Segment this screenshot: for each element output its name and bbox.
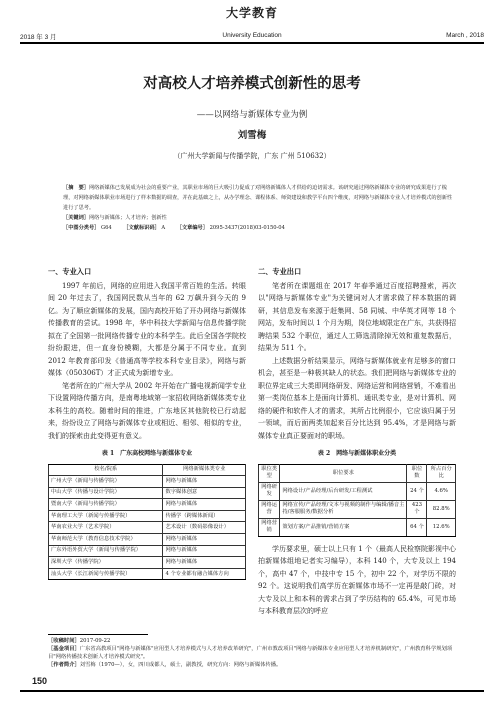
journal-name: University Education [222,32,282,39]
abstract-text: 网络新媒体已发展成为社会的重要产业，其职业市场的巨大吸引力促成了对网络新媒体人才供给的迫切需求。该研究通过网络新媒体专业的研究成果进行了梳理，对网络新媒体职业市场进行了样本数据的调查，并在此基础之上，从办学理念、课程体系、师资建设和教学平台四个维度，对网络与新媒体专业人才培养模式的创新性进行了思考。 [63,185,453,211]
article-author: 刘雪梅 [237,130,267,141]
table-cell: 网络营销 [259,518,280,536]
table-cell: 网络与新媒体 [163,534,246,546]
article-meta [63,183,456,233]
table-1-header: 校名/院系 [49,464,163,476]
table-2-caption: 表 2 网络与新媒体职业分类 [317,450,397,457]
table-cell: 网络宣传/产品经理/文本与视频的制作与编辑/播音主持/客服服务/数据分析 [280,500,407,518]
fund-text: 广东省高教项目"网络与新媒体"应用型人才培养模式与人才培养改革研究"，广州市教改项目"网络与新媒体专业应用型人才培养机制研究"，广州教育科学规划项目"网络传播技术创新人才培养模式研究"。 [48,646,453,660]
table-cell: 网络与新媒体 [163,557,246,569]
journal-logo: 大学教育 [225,6,278,20]
article-title: 对高校人才培养模式创新性的思考 [143,76,361,92]
received-label: ［收稿时间］ [48,638,80,644]
table-cell: 广州大学（新闻与传播学院） [49,476,163,488]
table-row [259,500,456,518]
table-row [49,568,246,580]
classification-row [63,223,456,233]
table-cell: 汕头大学（长江新闻与传播学院） [49,568,163,580]
table-cell: 广东外语外贸大学（新闻与传播学院） [49,545,163,557]
table-1-header: 网络新媒体类专业 [163,464,246,476]
table-cell: 网络研发 [259,482,280,500]
table-row [49,557,246,569]
page-number: 150 [32,676,48,686]
issue-date-en: March , 2018 [446,32,484,39]
table-cell: 网络运营 [259,500,280,518]
table-row [49,545,246,557]
left-column [48,266,246,580]
section-2-paragraph-1: 笔者所在课题组在 2017 年春季通过百度招聘搜索，再次以"网络与新媒体专业"为关键词对人才需求做了样本数据的调研，其信息发布来源于赶集网、58 同城、中华英才网等 18 个网站，发布时间以 1 个月为期，岗位地域限定在广东，共获得招聘结果 532 个职位，通过人工筛选清除掉无效和重复数据后，结果为 511 个。 [258,281,456,352]
table-1-body [49,476,246,580]
table-cell: 暨南大学（新闻与传播学院） [49,499,163,511]
received-date: 2017-09-22 [79,638,111,644]
table-cell: 中山大学（传播与设计学院） [49,487,163,499]
table-2-header: 职位数 [407,464,427,482]
author-bio-label: ［作者简介］ [48,662,80,668]
section-1-paragraph-1: 1997 年前后，网络的应用进入我国平常百姓的生活。转眼间 20 年过去了，我国网民数从当年的 62 万飙升到今天的 9 亿。为了顺应新媒体的发展，国内高校开始了开办网络与新媒体传播教育的尝试。1998 年，华中科技大学新闻与信息传播学院拟在了全国第一批网络传播专业的本科学生。此后全国各学院校纷纷跟进，但一直身份模糊，大都是分属于不同专业。直到 2012 年教育部印发《普通高等学校本科专业目录》，网络与新媒体（050306T）才正式成为新增专业。 [48,281,246,377]
section-2-paragraph-2: 上述数据分析结果显示，网络与新媒体就业有足够多的窗口机会，甚至是一种极其缺人的状态。我们把网络与新媒体专业的职位界定成三大类即网络研发、网络运营和网络营销，不难看出第一类岗位基本上是面向计算机、通讯类专业，是对计算机、网络的硬件和软件人才的需求，其所占比例很小，它应该归属于另一领域，而后面两类加起来百分比达到 95.4%，才是网络与新媒体专业真正要面对的职场。 [258,356,456,440]
table-cell: 华南理工大学（新闻与传播学院） [49,510,163,522]
issue-date: 2018 年 3 月 [20,34,57,41]
journal-header [20,4,484,46]
table-cell: 传播学（跨媒体新闻） [163,510,246,522]
footer-rule [20,690,484,692]
table-cell: 423 个 [407,500,427,518]
section-2-paragraph-3: 学历要求里，硕士以上只有 1 个（最高人民检察院影视中心拍新媒体组地记者实习编导），本科 140 个，大专及以上 194 个，高中 47 个，中技中专 15 个，初中 22 个，对学历不限的 92 个。这说明我们高学历在新媒体市场不一定再是敲门砖，对大专及以上和本科的需求占到了学历结构的 65.4%，可见市场与本科教育层次的呼应 [258,544,456,615]
table-cell: 4 个专业都有融合媒体方向 [163,568,246,580]
footnote-rule [48,634,148,635]
table-2-header: 职位类型 [259,464,280,482]
table-cell: 艺术设计（数码影像设计） [163,522,246,534]
author-affiliation: （广州大学新闻与传播学院，广东 广州 510632） [173,152,331,160]
table-2-header: 所占百分比 [427,464,456,482]
table-2 [258,464,456,537]
table-cell: 64 个 [407,518,427,536]
table-2-header: 职位要求 [280,464,407,482]
id-value: 2095-3437(2018)03-0150-04 [209,225,285,231]
article-subtitle: ——以网络与新媒体专业为例 [196,110,308,120]
table-row [49,522,246,534]
table-row [49,487,246,499]
table-cell: 策划方案/产品推销/营销方案 [280,518,407,536]
keywords-label: ［关键词］ [63,215,89,221]
table-cell: 网络与新媒体 [163,499,246,511]
table-1-caption: 表 1 广东高校网络与新媒体专业 [101,450,193,457]
footnotes [48,637,456,669]
table-1 [48,464,246,581]
clc-value: G64 [100,225,112,231]
table-row [49,499,246,511]
doc-label: ［文献标识码］ [123,225,160,231]
table-row [49,476,246,488]
table-2-body [259,482,456,536]
right-column [258,266,456,618]
header-rule [20,42,484,44]
author-bio-text: 刘雪梅（1970—），女，四川成都人，硕士，副教授，研究方向：网络与新媒体传播。 [79,662,282,668]
abstract [63,183,456,213]
table-cell: 网络与新媒体 [163,476,246,488]
section-1-paragraph-2: 笔者所在的广州大学从 2002 年开始在广播电视新闻学专业下设置网络传播方向，是南粤地域第一家招收网络新媒体类专业本科生的高校。随着时间的推进，广东地区其他院校已行动起来，纷纷设立了网络与新媒体专业或相近、相邻、相似的专业，我们的探索由此变得更有意义。 [48,381,246,440]
table-cell: 数字媒体创意 [163,487,246,499]
table-cell: 网络设计/产品经理/后台研发/工程测试 [280,482,407,500]
table-row [49,510,246,522]
table-cell: 华南师范大学（教育信息技术学院） [49,534,163,546]
fund-label: ［基金项目］ [48,646,80,652]
clc-label: ［中图分类号］ [63,225,100,231]
table-cell: 华南农业大学（艺术学院） [49,522,163,534]
table-cell: 24 个 [407,482,427,500]
table-row [259,482,456,500]
table-cell: 深圳大学（传播学院） [49,557,163,569]
footnote-author [48,661,456,669]
footnote-received [48,637,456,645]
table-row [49,534,246,546]
table-cell: 网络与新媒体 [163,545,246,557]
table-row [259,518,456,536]
id-label: ［文章编号］ [176,225,208,231]
doc-value: A [161,225,166,231]
table-cell: 4.6% [427,482,456,500]
section-2-heading: 二、专业出口 [258,267,302,276]
keywords [63,213,456,223]
abstract-label: ［摘 要］ [63,185,89,191]
table-cell: 82.8% [427,500,456,518]
section-1-heading: 一、专业入口 [48,267,92,276]
keywords-text: 网络与新媒体；人才培养；创新性 [88,215,167,221]
footnote-fund [48,645,456,661]
table-cell: 12.6% [427,518,456,536]
